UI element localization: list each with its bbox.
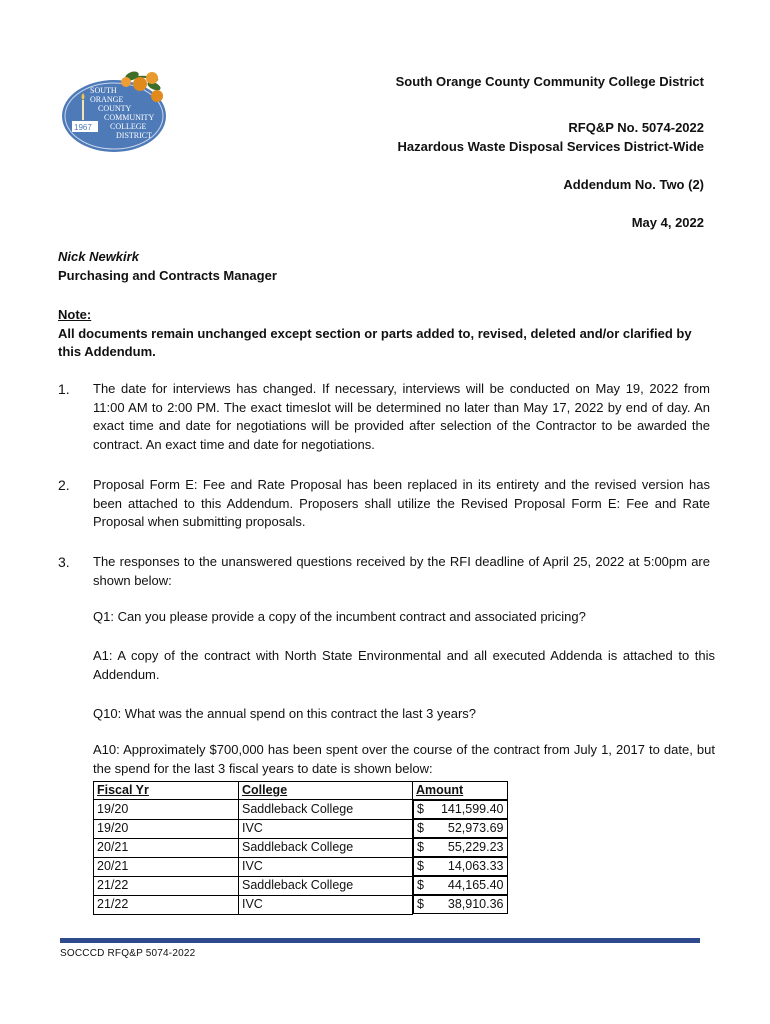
item-number: 2. bbox=[58, 477, 70, 493]
item-text: The responses to the unanswered questions received by the RFI deadline of April 25, 2022 at 5:00pm are shown below: bbox=[93, 554, 710, 588]
amount-value: 14,063.33 bbox=[447, 859, 504, 873]
cell-college: IVC bbox=[239, 895, 413, 914]
cell-fiscal-yr: 19/20 bbox=[94, 800, 239, 820]
cell-fiscal-yr: 19/20 bbox=[94, 819, 239, 838]
amount-value: 55,229.23 bbox=[447, 840, 504, 854]
currency-symbol: $ bbox=[417, 859, 424, 873]
header-rfq: RFQ&P No. 5074-2022 bbox=[568, 120, 704, 135]
cell-college: Saddleback College bbox=[239, 800, 413, 820]
footer-text: SOCCCD RFQ&P 5074-2022 bbox=[60, 948, 196, 959]
cell-amount bbox=[413, 838, 508, 857]
cell-amount bbox=[413, 800, 508, 819]
header-project: Hazardous Waste Disposal Services District-Wide bbox=[397, 139, 704, 154]
logo-year: 1967 bbox=[74, 123, 92, 132]
currency-symbol: $ bbox=[417, 821, 424, 835]
logo-line-1: SOUTH bbox=[90, 86, 117, 95]
item-number: 1. bbox=[58, 381, 70, 397]
header-district: South Orange County Community College District bbox=[395, 74, 704, 89]
currency-symbol: $ bbox=[417, 840, 424, 854]
item-text: The date for interviews has changed. If necessary, interviews will be conducted on May 19, 2022 from 11:00 AM to 2:00 PM. The exact timeslot will be determined no later than May 17, 2022 by end of day. An exact time and date for negotiations will be provided after selection of the Contractor to be awarded the contract. An exact time and date for negotiations. bbox=[93, 381, 710, 452]
cell-college: Saddleback College bbox=[239, 838, 413, 857]
amount-value: 44,165.40 bbox=[447, 878, 504, 892]
table-row bbox=[94, 838, 508, 857]
cell-amount bbox=[413, 819, 508, 838]
spend-table bbox=[93, 781, 508, 915]
currency-symbol: $ bbox=[417, 878, 424, 892]
logo-line-5: COLLEGE bbox=[110, 122, 147, 131]
table-row bbox=[94, 819, 508, 838]
cell-amount bbox=[413, 876, 508, 895]
answer-10: A10: Approximately $700,000 has been spent over the course of the contract from July 1, 2017 to date, but the spend for the last 3 fiscal years to date is shown below: bbox=[93, 742, 715, 776]
note-label: Note: bbox=[58, 307, 92, 322]
logo-line-4: COMMUNITY bbox=[104, 113, 155, 122]
logo-line-2: ORANGE bbox=[90, 95, 124, 104]
header-date: May 4, 2022 bbox=[631, 215, 704, 230]
author-title: Purchasing and Contracts Manager bbox=[58, 267, 277, 283]
header-rfq-block bbox=[398, 118, 704, 156]
table-row bbox=[94, 800, 508, 820]
district-logo bbox=[60, 66, 172, 156]
cell-fiscal-yr: 20/21 bbox=[94, 857, 239, 876]
district-seal-icon bbox=[60, 66, 172, 156]
amount-value: 52,973.69 bbox=[447, 821, 504, 835]
note-text: All documents remain unchanged except section or parts added to, revised, deleted and/or clarified by this Addendum. bbox=[58, 325, 692, 359]
amount-value: 141,599.40 bbox=[440, 802, 504, 816]
footer-rule bbox=[60, 938, 700, 943]
header-amount: Amount bbox=[413, 782, 508, 800]
cell-college: Saddleback College bbox=[239, 876, 413, 895]
answer-1: A1: A copy of the contract with North State Environmental and all executed Addenda is attached to this Addendum. bbox=[93, 648, 715, 682]
note-block bbox=[58, 306, 708, 362]
cell-amount bbox=[413, 895, 508, 914]
logo-line-6: DISTRICT bbox=[116, 131, 152, 140]
cell-fiscal-yr: 20/21 bbox=[94, 838, 239, 857]
table-header-row bbox=[94, 782, 508, 800]
header-college: College bbox=[239, 782, 413, 800]
header-addendum: Addendum No. Two (2) bbox=[563, 177, 704, 192]
table-row bbox=[94, 857, 508, 876]
item-text: Proposal Form E: Fee and Rate Proposal has been replaced in its entirety and the revised version has been attached to this Addendum. Proposers shall utilize the Revised Proposal Form E: Fee and Rate Proposal when submitting proposals. bbox=[93, 477, 710, 529]
item-number: 3. bbox=[58, 554, 70, 570]
table-row bbox=[94, 876, 508, 895]
amount-value: 38,910.36 bbox=[447, 897, 504, 911]
cell-fiscal-yr: 21/22 bbox=[94, 876, 239, 895]
cell-fiscal-yr: 21/22 bbox=[94, 895, 239, 914]
cell-college: IVC bbox=[239, 819, 413, 838]
currency-symbol: $ bbox=[417, 802, 424, 816]
author-name: Nick Newkirk bbox=[58, 249, 139, 264]
logo-line-3: COUNTY bbox=[98, 104, 132, 113]
currency-symbol: $ bbox=[417, 897, 424, 911]
table-row bbox=[94, 895, 508, 914]
question-1: Q1: Can you please provide a copy of the incumbent contract and associated pricing? bbox=[93, 609, 586, 624]
cell-amount bbox=[413, 857, 508, 876]
author-block bbox=[58, 248, 708, 285]
header-fiscal-yr: Fiscal Yr bbox=[94, 782, 239, 800]
question-10: Q10: What was the annual spend on this contract the last 3 years? bbox=[93, 706, 476, 721]
cell-college: IVC bbox=[239, 857, 413, 876]
